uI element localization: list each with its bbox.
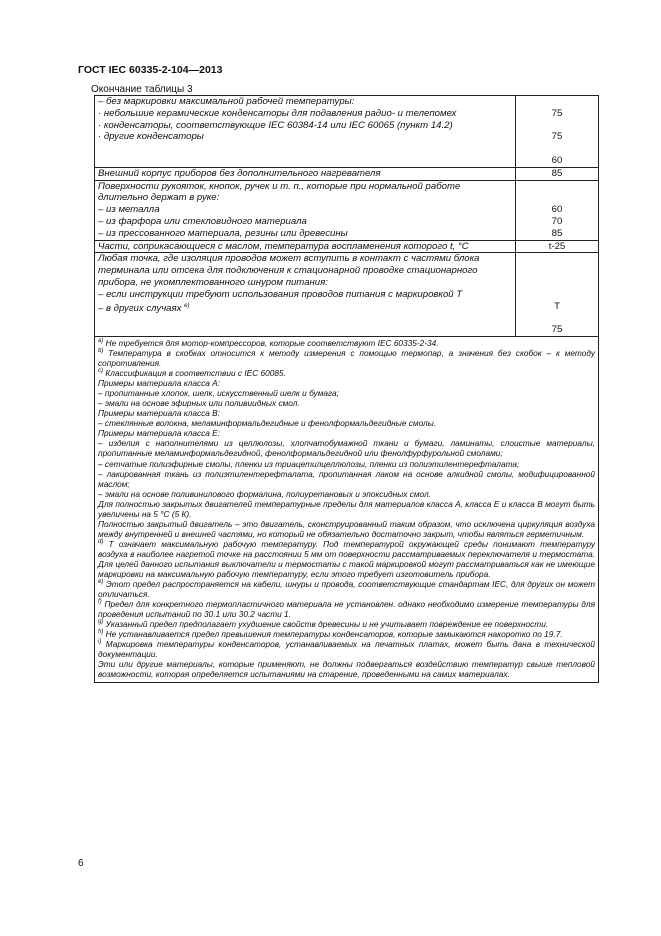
footnote-marker: а) <box>98 338 104 345</box>
footnote-text: Полностью закрытый двигатель – это двигатель, сконструированный таким образом, что исключена циркуляция воздуха между внутренней и внешней частями, но который не обязательно достаточно закрыт, чтобы являться герметичным. <box>98 518 595 539</box>
footnote-text: Классификация в соответствии с IEC 60085. <box>105 368 286 379</box>
footnote-marker: с) <box>98 368 103 375</box>
value-line: t-25 <box>548 240 566 252</box>
row-value <box>516 96 599 168</box>
footnote <box>98 428 595 438</box>
footnote-text: Не требуется для мотор-компрессоров, которые соответствуют IEC 60335-2-34. <box>105 337 439 348</box>
footnote <box>98 499 595 519</box>
footnote-marker: g) <box>98 619 104 626</box>
row-line: · другие конденсаторы <box>98 131 204 143</box>
footnote-text: Маркировка температуры конденсаторов, устанавливаемых на печатных платах, может быть дана в технической документации. <box>98 639 595 660</box>
row-line: – без маркировки максимальной рабочей температуры: <box>98 96 355 107</box>
footnote <box>98 378 595 388</box>
table-row <box>95 180 599 240</box>
row-description <box>95 240 516 253</box>
footnote-text: Примеры материала класса В: <box>98 408 221 419</box>
row-value <box>516 240 599 253</box>
footnote <box>98 368 595 378</box>
value-line: 75 <box>551 107 563 119</box>
row-value <box>516 180 599 240</box>
row-line: – из металла <box>98 204 160 216</box>
table-row <box>95 96 599 168</box>
row-line: – из прессованного материала, резины или древесины <box>98 227 348 239</box>
footnote <box>98 469 595 489</box>
table-caption: Окончание таблицы 3 <box>91 84 193 95</box>
footnote-text: – пропитанные хлопок, шелк, искусственный шелк и бумага; <box>98 388 339 399</box>
footnote <box>98 659 595 679</box>
row-line: Части, соприкасающиеся с маслом, температура воспламенения которого t, °С <box>98 240 469 252</box>
footnote-marker: i) <box>98 639 102 646</box>
row-value <box>516 253 599 337</box>
page-number: 6 <box>78 858 84 869</box>
row-line: Любая точка, где изоляция проводов может вступить в контакт с частями блока терминала или отсека для подключения к стационарной проводке стационарного прибора, не укомплектованного шнуром питания: <box>98 253 480 288</box>
value-line: 60 <box>551 154 563 166</box>
footnote <box>98 459 595 469</box>
value-line: T <box>554 300 560 312</box>
value-line: 85 <box>551 167 563 179</box>
footnote-text: Примеры материала класса Е: <box>98 428 221 439</box>
footnote-text: – эмали на основе эфирных или поливиидных смол. <box>98 398 300 409</box>
table-row <box>95 240 599 253</box>
footnote <box>98 388 595 398</box>
footnote-text: – лакированная ткань из полиэтилентерефталата, пропитанная лаком на основе алкидной смолы, модифицированной маслом; <box>98 468 595 489</box>
footnote-marker: е) <box>98 579 104 586</box>
footnote <box>98 398 595 408</box>
row-line: – из фарфора или стекловидного материала <box>98 215 307 227</box>
footnote-text: Т означает максимальную рабочую температуру. Под температурой окружающей среды понимают температуру воздуха в наиболее нагретой точке на расстоянии 5 мм от поверхности рассматриваемых переключателя и термостата. Для целей данного испытания выключатели и термостаты с такой маркировкой могут рассматриваться как не имеющие маркировки на максимальную рабочую температуру, если этого требует изготовитель прибора. <box>98 538 595 580</box>
footnote-text: Для полностью закрытых двигателей температурные пределы для материалов класса А, класса Е и класса В могут быть увеличены на 5 °С (5 К). <box>98 498 595 519</box>
footnote <box>98 639 595 659</box>
value-line: 85 <box>551 227 563 239</box>
row-value <box>516 167 599 180</box>
footnote <box>98 408 595 418</box>
value-line: 75 <box>551 324 563 336</box>
footnote-text: Указанный предел предполагает ухудшение свойств древесины и не учитывает повреждение ее поверхности. <box>105 619 549 630</box>
table-row <box>95 167 599 180</box>
temperature-limits-table <box>94 95 599 337</box>
footnote <box>98 619 595 629</box>
footnote-text: – эмали на основе поливинилового формалина, полиуретановых и эпоксидных смол. <box>98 488 431 499</box>
value-line: 60 <box>551 204 563 216</box>
document-header: ГОСТ IEC 60335-2-104—2013 <box>78 64 223 76</box>
footnote-text: Не устанавливается предел превышения температуры конденсаторов, которые замыкаются накоротко по 19.7. <box>105 629 563 640</box>
row-line: · конденсаторы, соответствующие IEC 60384-14 или IEC 60065 (пункт 14.2) <box>98 119 453 131</box>
table-3-continuation <box>94 95 599 683</box>
footnote-text: – сетчатые полиэфирные смолы, пленки из триацетилцеллюлозы, пленки из полиэтилентерефталата; <box>98 458 520 469</box>
footnote-marker: b) <box>98 348 104 355</box>
footnote <box>98 418 595 428</box>
footnote-text: – изделия с наполнителями из целлюлозы, хлопчатобумажной ткани и бумаги, ламинаты, слоистые материалы, пропитанные меламинформальдегидной, фенолформальдегидной или фенолфурфурольной смолами; <box>98 438 595 459</box>
footnote-text: Примеры материала класса А: <box>98 378 221 389</box>
footnote <box>98 489 595 499</box>
row-line: – если инструкции требуют использования проводов питания с маркировкой T <box>98 288 463 300</box>
footnote-marker: h) <box>98 629 104 636</box>
footnote <box>98 579 595 599</box>
footnote <box>98 539 595 579</box>
footnote-text: Температура в скобках относится к методу измерения с помощью термопар, а значения без скобок – к методу сопротивления. <box>98 347 595 369</box>
row-description <box>95 96 516 168</box>
footnote-marker: f) <box>98 599 102 606</box>
footnote-ref: е) <box>184 302 190 309</box>
row-description <box>95 253 516 337</box>
row-description <box>95 180 516 240</box>
row-line-text: – в других случаях <box>98 302 182 314</box>
footnote-text: Предел для конкретного термопластичного материала не установлен. однако необходимо измерение температуры для проведения испытаний по 30.1 или 30.2 части 1. <box>98 599 595 620</box>
footnote-text: – стеклянные волокна, меламинформальдегидные и фенолформальдегидные смолы. <box>98 418 437 429</box>
table-row <box>95 253 599 337</box>
table-footnotes <box>94 337 599 683</box>
footnote-text: Этот предел распространяется на кабели, шнуры и провода, соответствующие стандартам IEC, для других он может отличаться. <box>98 579 595 600</box>
row-line: Поверхности рукояток, кнопок, ручек и т. п., которые при нормальной работе длительно держат в руке: <box>98 180 461 204</box>
value-line: 70 <box>551 215 563 227</box>
row-line: Внешний корпус приборов без дополнительного нагревателя <box>98 167 381 179</box>
footnote-marker: d) <box>98 539 104 546</box>
row-line <box>98 301 512 315</box>
row-description <box>95 167 516 180</box>
footnote <box>98 438 595 458</box>
footnote <box>98 348 595 368</box>
footnote <box>98 338 595 348</box>
row-line: · небольшие керамические конденсаторы для подавления радио- и телепомех <box>98 107 457 119</box>
footnote <box>98 519 595 539</box>
value-line: 75 <box>551 131 563 143</box>
footnote <box>98 599 595 619</box>
footnote <box>98 629 595 639</box>
footnote-text: Эти или другие материалы, которые применяют, не должны подвергаться воздействию температур свыше тепловой возможности, которая определяется испытаниями на старение, проведенными на самих материалах. <box>98 659 595 680</box>
